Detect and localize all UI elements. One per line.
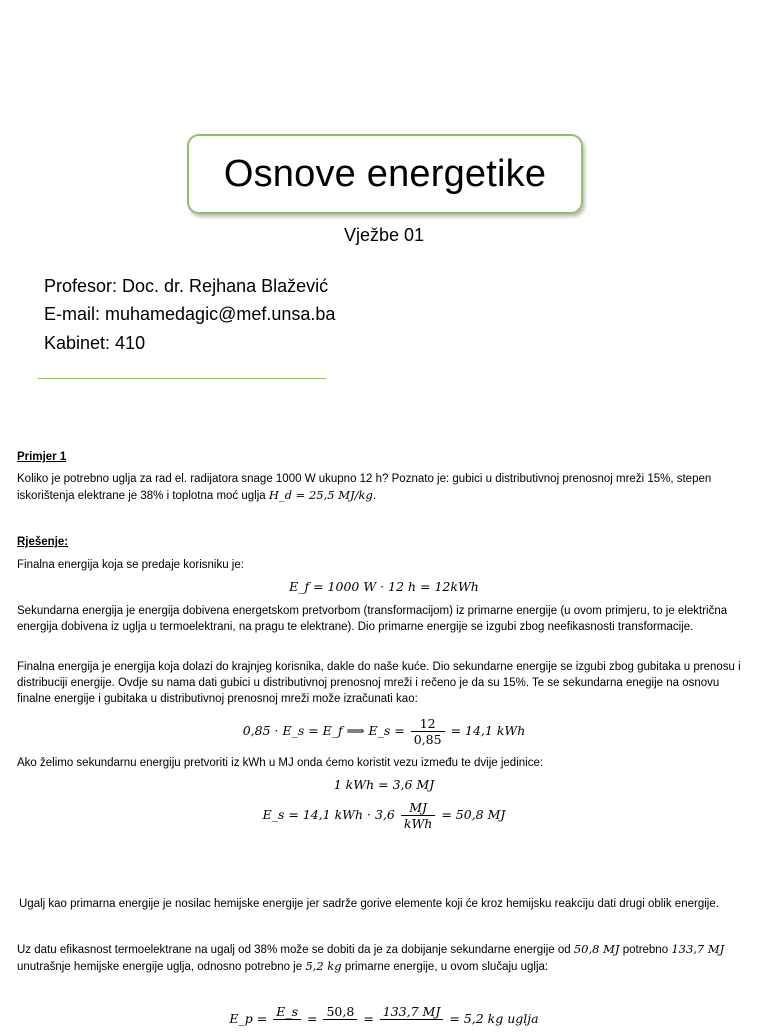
fraction-es: E_s	[273, 1004, 301, 1035]
fraction-12-over-085: $\frac{12}{0,85}$	[411, 716, 445, 747]
equation-secondary-mj: E_s = 14,1 kWh · 3,6 $\frac{MJ}{\text{kWh}}$ = 50,8 MJ	[262, 800, 506, 831]
solution-p3: Finalna energija je energija koja dolazi do krajnjeg korisnika, dakle do naše kuće. Dio sekundarne energije se izgubi zbog gubitaka u prenosu i distribuciji energije. Ovdje su nama dati gubici u distributivnoj prenosnoj mreži i rečeno je da su 15%. Te se sekundarna enegije na osnovu finalne energije i gubitaka u distributivnoj prenosnoj mreži može izračunati kao:	[17, 661, 741, 705]
email-line: E-mail: muhamedagic@mef.unsa.ba	[44, 304, 336, 324]
fraction-mj-over-kwh: $\frac{MJ}{\text{kWh}}$	[401, 800, 435, 831]
solution-p6: Uz datu efikasnost termoelektrane na ugalj od 38% može se dobiti da je za dobijanje sekundarne energije od 50,8 MJ potrebno 133,7 MJ unutrašnje hemijske energije uglja, odnosno potrebno je 5,2 kg primarne energije, u ovom slučaju uglja:	[17, 942, 725, 973]
equation-unit-conversion: 1 kWh = 3,6 MJ	[333, 777, 435, 792]
professor-line: Profesor: Doc. dr. Rejhana Blažević	[44, 276, 329, 296]
solution-p1: Finalna energija koja se predaje korisniku je:	[17, 559, 244, 571]
equation-primary-energy: E_p = E_s = 50,8 = 133,7 MJ = 5,2 kg uglja	[0, 1004, 768, 1035]
equation-final-energy: E_f = 1000 W · 12 h = 12kWh	[289, 579, 479, 594]
solution-p4: Ako želimo sekundarnu energiju pretvoriti iz kWh u MJ onda ćemo koristit vezu između te dvije jedinice:	[17, 757, 544, 769]
title-box	[187, 134, 583, 214]
example-heading: Primjer 1	[17, 451, 67, 463]
subtitle: Vježbe 01	[343, 225, 425, 245]
fraction-1337: 133,7 MJ	[380, 1004, 444, 1035]
page-title: Osnove energetike	[223, 152, 547, 195]
heating-value: H_d = 25,5 MJ/kg	[268, 488, 373, 502]
example-text: Koliko je potrebno uglja za rad el. radijatora snage 1000 W ukupno 12 h? Poznato je: gubici u distributivnoj prenosnoj mreži 15%, stepen iskorištenja elektrane je 38% i toplotna moć uglja H_d = 25,5 MJ/kg.	[17, 473, 712, 502]
equation-secondary-energy: 0,85 · E_s = E_f ⟹ E_s = $\frac{12}{0,85}$ = 14,1 kWh	[242, 716, 526, 747]
solution-heading: Rješenje:	[17, 536, 69, 548]
fraction-508: 50,8	[323, 1004, 357, 1035]
solution-p2: Sekundarna energija je energija dobivena energetskom pretvorbom (transformacijom) iz primarne energije (u ovom primjeru, to je električna energija dobivena iz uglja u termoelektrani, na pragu te elektrane). Dio primarne energije se izgubi zbog neefikasnosti transformacije.	[17, 605, 728, 633]
header-divider	[38, 378, 326, 379]
solution-p5: Ugalj kao primarna energije je nosilac hemijske energije jer sadrže gorive elemente koji će kroz hemijsku reakciju dati drugi oblik energije.	[19, 898, 719, 910]
office-line: Kabinet: 410	[44, 333, 146, 353]
